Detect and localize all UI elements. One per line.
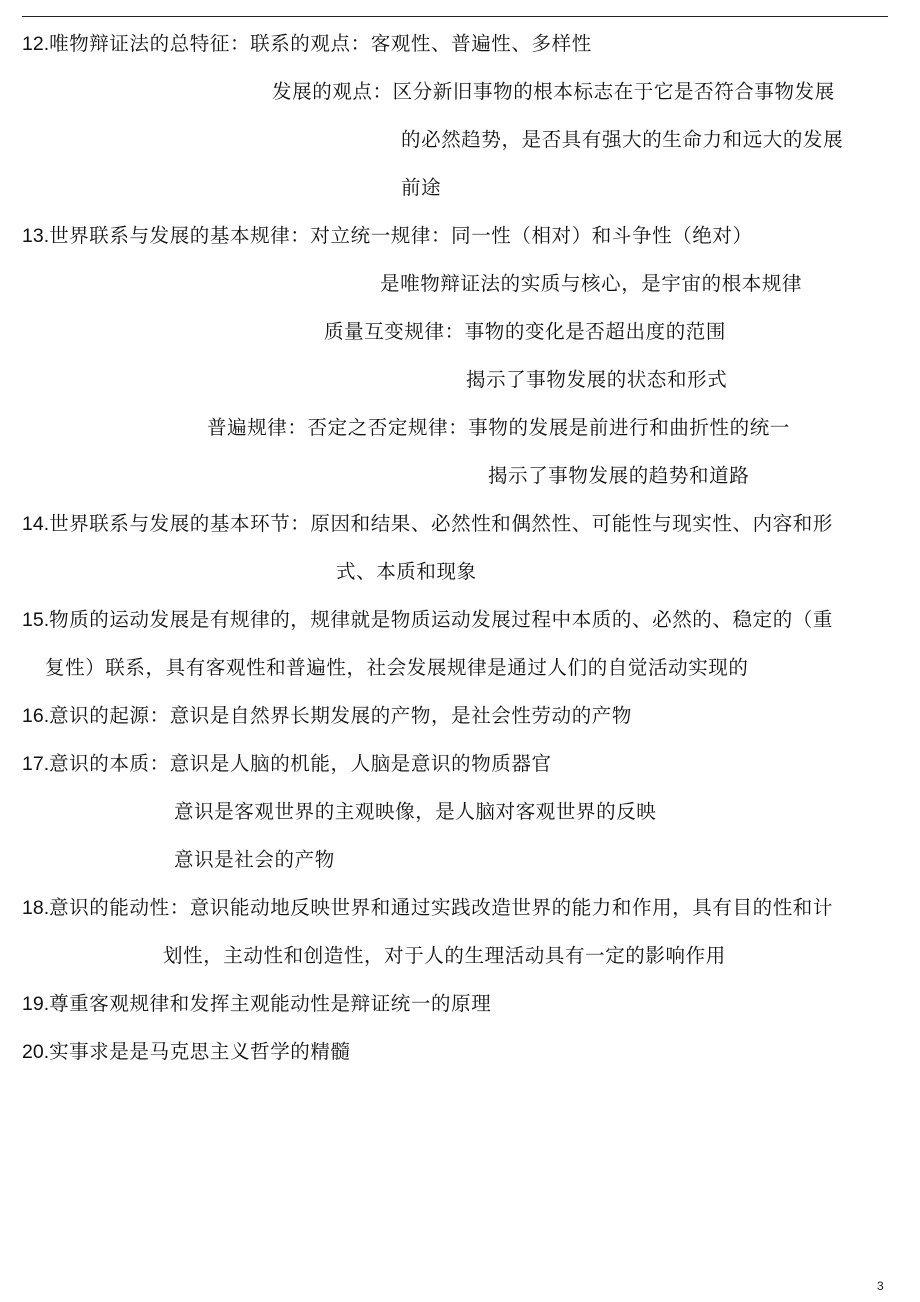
line-text: 的必然趋势，是否具有强大的生命力和远大的发展 (401, 128, 844, 151)
item-12-line-4 (401, 174, 441, 202)
item-16-line-1 (22, 702, 632, 730)
item-13-line-1 (22, 222, 753, 250)
line-text: 发展的观点：区分新旧事物的根本标志在于它是否符合事物发展 (272, 80, 835, 103)
item-number: 18. (22, 897, 50, 919)
item-number: 20. (22, 1041, 50, 1063)
item-13-line-5 (207, 414, 790, 442)
line-text: 世界联系与发展的基本环节：原因和结果、必然性和偶然性、可能性与现实性、内容和形 (49, 512, 834, 535)
header-rule (22, 16, 888, 17)
item-number: 17. (22, 753, 50, 775)
item-18-line-2 (163, 942, 726, 970)
item-17-line-1 (22, 750, 552, 778)
line-text: 揭示了事物发展的趋势和道路 (488, 464, 750, 487)
line-text: 物质的运动发展是有规律的，规律就是物质运动发展过程中本质的、必然的、稳定的（重 (49, 608, 834, 631)
item-13-line-3 (324, 318, 726, 346)
item-number: 12. (22, 33, 50, 55)
line-text: 尊重客观规律和发挥主观能动性是辩证统一的原理 (49, 992, 492, 1015)
item-17-line-2 (174, 798, 656, 826)
item-13-line-4 (466, 366, 727, 394)
line-text: 唯物辩证法的总特征：联系的观点：客观性、普遍性、多样性 (49, 32, 592, 55)
item-14-line-2 (336, 558, 477, 586)
line-text: 意识是社会的产物 (174, 848, 335, 871)
item-20-line-1 (22, 1038, 351, 1066)
line-text: 质量互变规律：事物的变化是否超出度的范围 (324, 320, 727, 343)
item-13-line-6 (488, 462, 749, 490)
item-15-line-2 (45, 654, 749, 682)
item-15-line-1 (22, 606, 833, 634)
page-number: 3 (877, 1279, 884, 1293)
line-text: 揭示了事物发展的状态和形式 (466, 368, 728, 391)
line-text: 实事求是是马克思主义哲学的精髓 (49, 1040, 351, 1063)
line-text: 前途 (401, 176, 442, 199)
line-text: 复性）联系，具有客观性和普遍性，社会发展规律是通过人们的自觉活动实现的 (45, 656, 749, 679)
line-text: 是唯物辩证法的实质与核心，是宇宙的根本规律 (380, 272, 803, 295)
line-text: 意识的能动性：意识能动地反映世界和通过实践改造世界的能力和作用，具有目的性和计 (49, 896, 834, 919)
line-text: 普遍规律：否定之否定规律：事物的发展是前进行和曲折性的统一 (207, 416, 790, 439)
item-12-line-3 (401, 126, 843, 154)
item-12-line-1 (22, 30, 592, 58)
line-text: 划性，主动性和创造性，对于人的生理活动具有一定的影响作用 (163, 944, 726, 967)
item-number: 19. (22, 993, 50, 1015)
line-text: 意识的起源：意识是自然界长期发展的产物，是社会性劳动的产物 (49, 704, 633, 727)
item-number: 15. (22, 609, 50, 631)
line-text: 意识是客观世界的主观映像，是人脑对客观世界的反映 (174, 800, 657, 823)
item-12-line-2 (272, 78, 835, 106)
item-19-line-1 (22, 990, 491, 1018)
item-13-line-2 (380, 270, 802, 298)
item-number: 13. (22, 225, 50, 247)
item-18-line-1 (22, 894, 833, 922)
line-text: 意识的本质：意识是人脑的机能，人脑是意识的物质器官 (49, 752, 552, 775)
item-number: 16. (22, 705, 50, 727)
line-text: 式、本质和现象 (336, 560, 477, 583)
item-17-line-3 (174, 846, 335, 874)
item-14-line-1 (22, 510, 833, 538)
item-number: 14. (22, 513, 50, 535)
line-text: 世界联系与发展的基本规律：对立统一规律：同一性（相对）和斗争性（绝对） (49, 224, 753, 247)
